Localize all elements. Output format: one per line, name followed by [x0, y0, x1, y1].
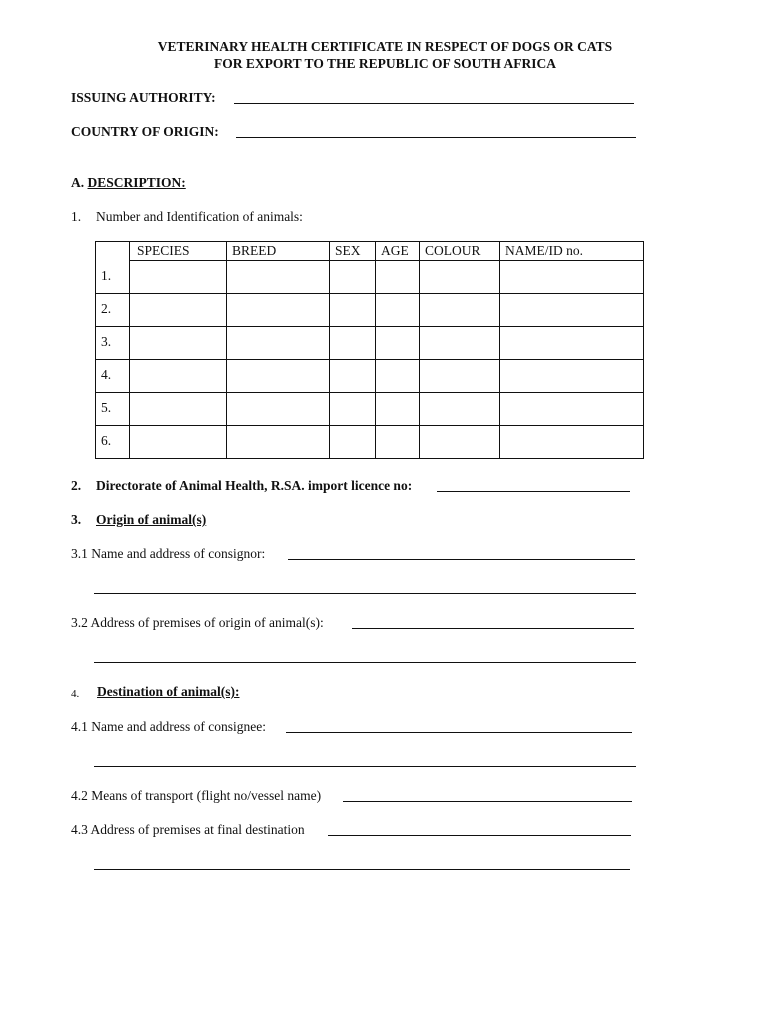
premises-origin-label: 3.2 Address of premises of origin of animal(s): — [71, 615, 324, 630]
name-id-cell[interactable] — [500, 261, 644, 294]
certificate-title-line-2: FOR EXPORT TO THE REPUBLIC OF SOUTH AFRICA — [214, 56, 556, 71]
item-2-number: 2. — [71, 478, 82, 493]
premises-origin-field[interactable] — [352, 628, 634, 629]
table-row — [96, 426, 644, 459]
sex-cell[interactable] — [330, 294, 376, 327]
final-destination-label: 4.3 Address of premises at final destination — [71, 822, 305, 837]
certificate-title-line-1: VETERINARY HEALTH CERTIFICATE IN RESPECT OF DOGS OR CATS — [157, 39, 613, 54]
age-cell[interactable] — [376, 360, 420, 393]
sex-cell[interactable] — [330, 393, 376, 426]
colour-cell[interactable] — [420, 294, 500, 327]
age-cell[interactable] — [376, 261, 420, 294]
table-row — [96, 393, 644, 426]
animals-table — [95, 241, 644, 459]
consignor-field[interactable] — [288, 559, 635, 560]
name-id-cell[interactable] — [500, 393, 644, 426]
colour-cell[interactable] — [420, 327, 500, 360]
species-cell[interactable] — [130, 261, 227, 294]
transport-field[interactable] — [343, 801, 632, 802]
item-3-number: 3. — [71, 512, 82, 527]
consignor-field-line-2[interactable] — [94, 593, 636, 594]
header-cell-age: AGE — [376, 242, 420, 261]
age-cell[interactable] — [376, 294, 420, 327]
breed-cell[interactable] — [227, 426, 330, 459]
item-1-number: 1. — [71, 209, 82, 224]
header-cell-colour: COLOUR — [420, 242, 500, 261]
consignor-label: 3.1 Name and address of consignor: — [71, 546, 266, 561]
header-cell-sex: SEX — [330, 242, 376, 261]
breed-cell[interactable] — [227, 294, 330, 327]
row-number: 2. — [96, 294, 130, 327]
colour-cell[interactable] — [420, 261, 500, 294]
issuing-authority-field[interactable] — [234, 103, 634, 104]
colour-cell[interactable] — [420, 426, 500, 459]
header-cell-breed: BREED — [227, 242, 330, 261]
table-row — [96, 327, 644, 360]
sex-cell[interactable] — [330, 426, 376, 459]
issuing-authority-label: ISSUING AUTHORITY: — [71, 90, 216, 105]
age-cell[interactable] — [376, 393, 420, 426]
header-cell-name-id: NAME/ID no. — [500, 242, 644, 261]
species-cell[interactable] — [130, 426, 227, 459]
age-cell[interactable] — [376, 327, 420, 360]
name-id-cell[interactable] — [500, 327, 644, 360]
species-cell[interactable] — [130, 393, 227, 426]
item-1-label: Number and Identification of animals: — [96, 209, 303, 224]
species-cell[interactable] — [130, 294, 227, 327]
import-licence-field[interactable] — [437, 491, 630, 492]
row-number: 5. — [96, 393, 130, 426]
item-4-heading: Destination of animal(s): — [97, 684, 240, 699]
item-3-heading: Origin of animal(s) — [96, 512, 207, 527]
breed-cell[interactable] — [227, 261, 330, 294]
row-number: 1. — [96, 261, 130, 294]
consignee-field[interactable] — [286, 732, 632, 733]
header-cell-species: SPECIES — [130, 242, 227, 261]
species-cell[interactable] — [130, 327, 227, 360]
row-number: 3. — [96, 327, 130, 360]
consignee-field-line-2[interactable] — [94, 766, 636, 767]
table-row — [96, 261, 644, 294]
final-destination-field[interactable] — [328, 835, 631, 836]
name-id-cell[interactable] — [500, 426, 644, 459]
species-cell[interactable] — [130, 360, 227, 393]
breed-cell[interactable] — [227, 327, 330, 360]
breed-cell[interactable] — [227, 360, 330, 393]
breed-cell[interactable] — [227, 393, 330, 426]
premises-origin-field-line-2[interactable] — [94, 662, 636, 663]
table-row — [96, 360, 644, 393]
table-header-row — [96, 242, 644, 261]
row-number: 4. — [96, 360, 130, 393]
final-destination-field-line-2[interactable] — [94, 869, 630, 870]
colour-cell[interactable] — [420, 360, 500, 393]
item-4-number: 4. — [71, 688, 80, 700]
colour-cell[interactable] — [420, 393, 500, 426]
section-a-title: DESCRIPTION: — [87, 175, 186, 190]
section-a-heading — [71, 175, 186, 191]
header-cell-number — [96, 242, 130, 261]
section-a-prefix: A. — [71, 175, 88, 190]
item-2-label: Directorate of Animal Health, R.SA. import licence no: — [96, 478, 413, 493]
sex-cell[interactable] — [330, 327, 376, 360]
name-id-cell[interactable] — [500, 360, 644, 393]
sex-cell[interactable] — [330, 360, 376, 393]
table-row — [96, 294, 644, 327]
row-number: 6. — [96, 426, 130, 459]
name-id-cell[interactable] — [500, 294, 644, 327]
sex-cell[interactable] — [330, 261, 376, 294]
age-cell[interactable] — [376, 426, 420, 459]
transport-label: 4.2 Means of transport (flight no/vessel name) — [71, 788, 322, 803]
consignee-label: 4.1 Name and address of consignee: — [71, 719, 266, 734]
country-of-origin-label: COUNTRY OF ORIGIN: — [71, 124, 219, 139]
country-of-origin-field[interactable] — [236, 137, 636, 138]
